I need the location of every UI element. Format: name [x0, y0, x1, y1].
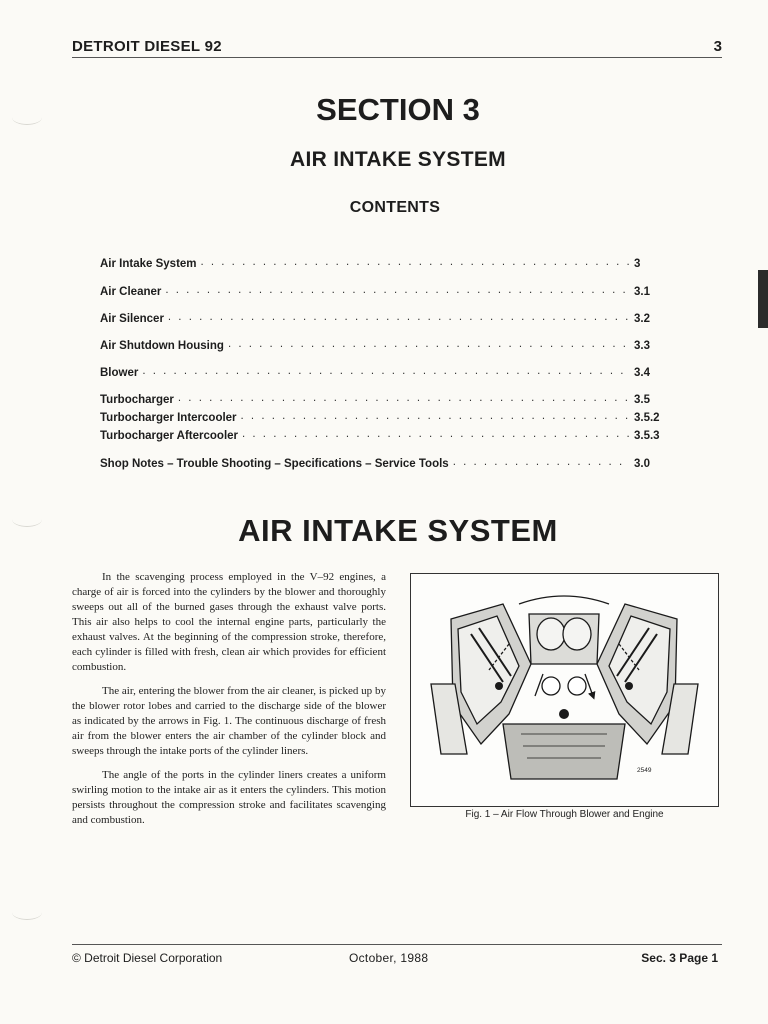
toc-entry-label: Shop Notes – Trouble Shooting – Specifications – Service Tools — [100, 458, 449, 470]
toc-entry-label: Air Silencer — [100, 313, 164, 325]
main-heading: AIR INTAKE SYSTEM — [238, 513, 558, 548]
section-subheading: AIR INTAKE SYSTEM — [290, 148, 506, 171]
toc-leader-dots — [453, 456, 630, 470]
toc-entry-page: 3.5.3 — [634, 430, 660, 442]
footer-page-ref: Sec. 3 Page 1 — [641, 951, 718, 965]
header-divider — [72, 57, 722, 58]
punch-hole-mark — [12, 905, 42, 920]
section-heading: SECTION 3 — [316, 92, 480, 127]
toc-entry-label: Turbocharger — [100, 394, 174, 406]
toc-entry-label: Blower — [100, 367, 139, 379]
body-text — [72, 570, 386, 837]
toc-leader-dots — [241, 410, 630, 424]
toc-entry-page: 3.3 — [634, 340, 650, 352]
toc-entry-page: 3 — [634, 258, 641, 270]
toc-leader-dots — [228, 338, 630, 352]
toc-entry-page: 3.5.2 — [634, 412, 660, 424]
toc-leader-dots — [201, 256, 630, 270]
toc-leader-dots — [178, 392, 630, 406]
toc-entry-page: 3.0 — [634, 458, 650, 470]
figure-number: 2549 — [637, 767, 652, 774]
footer-divider — [72, 944, 722, 945]
toc-entry-label: Turbocharger Intercooler — [100, 412, 237, 424]
toc-entry-page: 3.2 — [634, 313, 650, 325]
figure-caption: Fig. 1 – Air Flow Through Blower and Engine — [465, 809, 664, 820]
toc-leader-dots — [142, 365, 630, 379]
toc-leader-dots — [168, 311, 630, 325]
toc-entry-page: 3.1 — [634, 286, 650, 298]
toc-entry[interactable] — [100, 309, 668, 325]
toc-leader-dots — [242, 428, 630, 442]
footer-date: October, 1988 — [349, 951, 429, 965]
toc-entry[interactable] — [100, 363, 668, 379]
toc-entry[interactable] — [100, 390, 668, 406]
toc-entry-label: Turbocharger Aftercooler — [100, 430, 239, 442]
toc-entry[interactable] — [100, 254, 668, 270]
body-paragraph: The angle of the ports in the cylinder liners creates a uniform swirling motion to the intake air as it enters the cylinders. This motion persists throughout the compression stroke and facilitates scavenging and combustion. — [72, 769, 386, 826]
toc-entry[interactable] — [100, 454, 668, 470]
footer-copyright: © Detroit Diesel Corporation — [72, 951, 223, 965]
toc-entry[interactable] — [100, 426, 668, 442]
toc-entry[interactable] — [100, 282, 668, 298]
toc-entry-label: Air Intake System — [100, 258, 197, 270]
header-title: DETROIT DIESEL 92 — [72, 38, 222, 55]
engine-cutaway-illustration — [411, 574, 718, 806]
toc-entry-page: 3.4 — [634, 367, 650, 379]
engine-cutaway-figure — [410, 573, 719, 807]
contents-heading: CONTENTS — [349, 199, 441, 216]
header-page-number: 3 — [713, 38, 722, 55]
body-paragraph: The air, entering the blower from the air cleaner, is picked up by the blower rotor lobes and carried to the discharge side of the blower as indicated by the arrows in Fig. 1. The continuous discharge of fresh air from the blower enters the air chamber of the cylinder block and sweeps through the intake ports of the cylinder liners. — [72, 685, 386, 757]
toc-entry[interactable] — [100, 408, 668, 424]
toc-entry-label: Air Cleaner — [100, 286, 162, 298]
toc-entry-label: Air Shutdown Housing — [100, 340, 224, 352]
toc-entry[interactable] — [100, 336, 668, 352]
toc-leader-dots — [165, 284, 630, 298]
body-paragraph: In the scavenging process employed in the V–92 engines, a charge of air is forced into the cylinders by the blower and thoroughly sweeps out all of the burned gases through the exhaust valve ports. This air also helps to cool the internal engine parts, particularly the exhaust valves. At the beginning of the compression stroke, therefore, each cylinder is filled with fresh, clean air which provides for efficient combustion. — [72, 571, 386, 673]
toc-entry-page: 3.5 — [634, 394, 650, 406]
section-edge-tab — [758, 270, 768, 328]
